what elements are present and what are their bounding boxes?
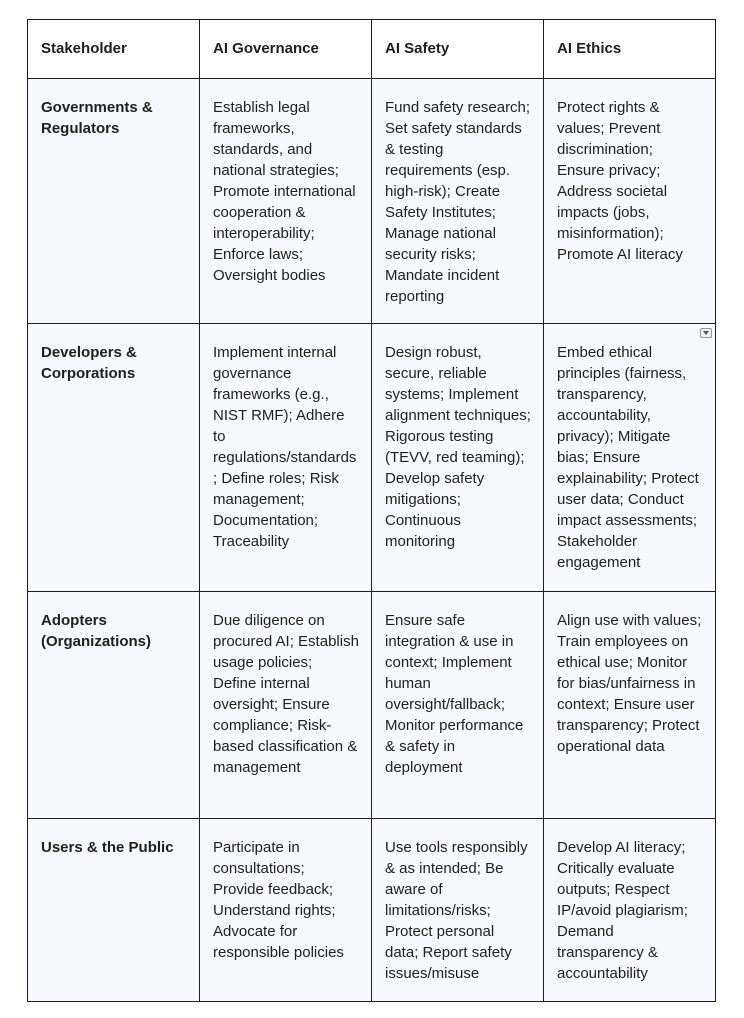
table-row bbox=[28, 79, 716, 324]
safety-cell: Ensure safe integration & use in context; Implement human oversight/fallback; Monitor performance & safety in deployment bbox=[372, 592, 544, 819]
header-ai-governance: AI Governance bbox=[200, 20, 372, 79]
stakeholder-cell: Adopters (Organizations) bbox=[28, 592, 200, 819]
stakeholder-cell: Governments & Regulators bbox=[28, 79, 200, 324]
header-stakeholder: Stakeholder bbox=[28, 20, 200, 79]
dropdown-arrow-icon[interactable] bbox=[700, 328, 712, 338]
governance-cell: Implement internal governance frameworks (e.g., NIST RMF); Adhere to regulations/standards ; Define roles; Risk management; Documentation; Traceability bbox=[200, 324, 372, 592]
ethics-cell: Protect rights & values; Prevent discrimination; Ensure privacy; Address societal impacts (jobs, misinformation); Promote AI literacy bbox=[544, 79, 716, 324]
ethics-cell: Align use with values; Train employees on ethical use; Monitor for bias/unfairness in context; Ensure user transparency; Protect operational data bbox=[544, 592, 716, 819]
stakeholder-cell: Developers & Corporations bbox=[28, 324, 200, 592]
stakeholder-table bbox=[27, 19, 716, 1002]
header-ai-ethics: AI Ethics bbox=[544, 20, 716, 79]
governance-cell: Participate in consultations; Provide feedback; Understand rights; Advocate for responsible policies bbox=[200, 819, 372, 1002]
safety-cell: Design robust, secure, reliable systems; Implement alignment techniques; Rigorous testing (TEVV, red teaming); Develop safety mitigations; Continuous monitoring bbox=[372, 324, 544, 592]
table-row bbox=[28, 819, 716, 1002]
table-row bbox=[28, 324, 716, 592]
table-row bbox=[28, 592, 716, 819]
stakeholder-cell: Users & the Public bbox=[28, 819, 200, 1002]
ethics-cell-text: Embed ethical principles (fairness, transparency, accountability, privacy); Mitigate bias; Ensure explainability; Protect user data; Conduct impact assessments; Stakeholder engagement bbox=[557, 344, 699, 571]
safety-cell: Fund safety research; Set safety standards & testing requirements (esp. high-risk); Create Safety Institutes; Manage national security risks; Mandate incident reporting bbox=[372, 79, 544, 324]
safety-cell: Use tools responsibly & as intended; Be aware of limitations/risks; Protect personal data; Report safety issues/misuse bbox=[372, 819, 544, 1002]
table-header-row bbox=[28, 20, 716, 79]
governance-cell: Due diligence on procured AI; Establish usage policies; Define internal oversight; Ensure compliance; Risk-based classification & management bbox=[200, 592, 372, 819]
governance-cell: Establish legal frameworks, standards, and national strategies; Promote international cooperation & interoperability; Enforce laws; Oversight bodies bbox=[200, 79, 372, 324]
ethics-cell bbox=[544, 324, 716, 592]
header-ai-safety: AI Safety bbox=[372, 20, 544, 79]
ethics-cell: Develop AI literacy; Critically evaluate outputs; Respect IP/avoid plagiarism; Demand transparency & accountability bbox=[544, 819, 716, 1002]
